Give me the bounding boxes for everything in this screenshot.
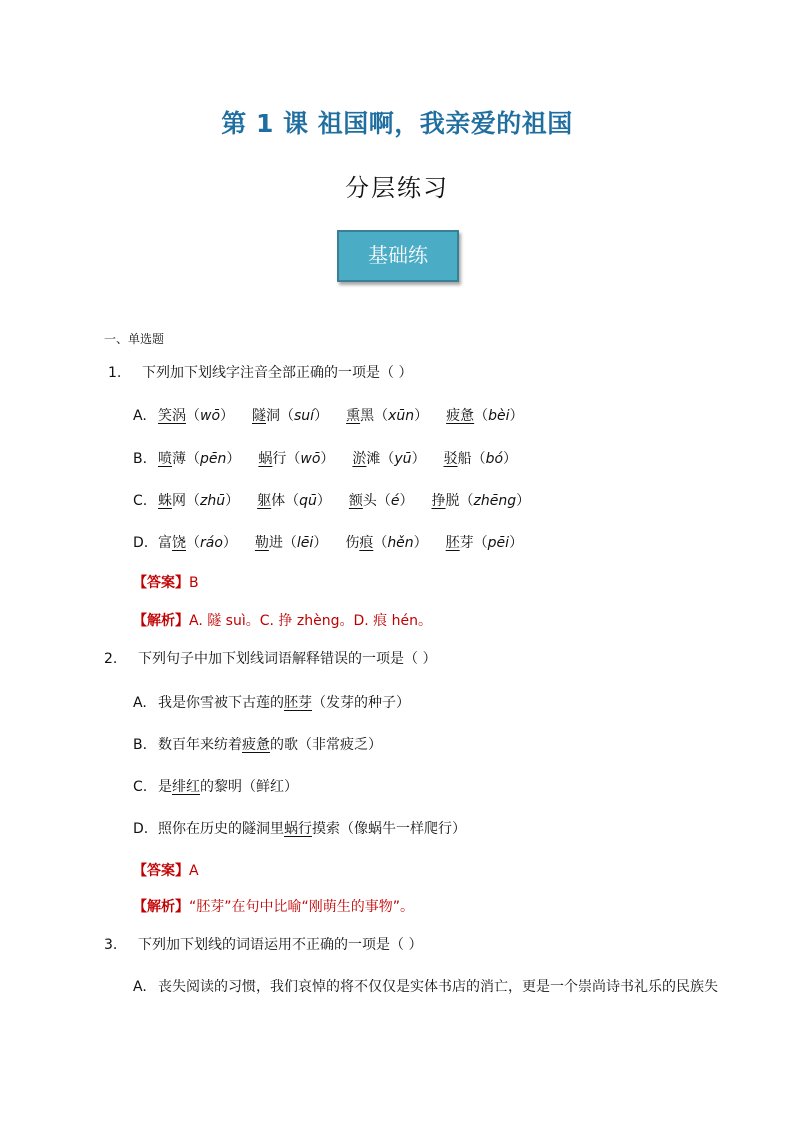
option-letter: C. — [133, 493, 148, 509]
paren-open: （ — [280, 408, 295, 424]
paren-open: （ — [186, 451, 200, 467]
option-text: 我是你雪被下古莲的 — [158, 695, 284, 711]
paren-close: ） — [226, 451, 241, 467]
pinyin: zhēng — [473, 493, 517, 509]
word-with-pinyin — [446, 532, 523, 552]
option-text: 的黎明（鲜红） — [200, 779, 298, 795]
word-underlined: 蜗 — [258, 451, 273, 467]
word-with-pinyin — [258, 448, 334, 468]
option-a — [133, 692, 410, 712]
option-letter: D. — [133, 821, 149, 837]
pinyin: bó — [485, 451, 504, 467]
paren-open: （ — [186, 493, 200, 509]
answer-tag: 【答案】 — [133, 575, 189, 591]
paren-close: ） — [503, 451, 518, 467]
answer-value: A — [189, 863, 199, 879]
option-b — [133, 448, 535, 468]
option-text: 摸索（像蜗牛一样爬行） — [312, 821, 466, 837]
word-with-pinyin — [158, 405, 234, 425]
word-with-pinyin — [345, 532, 427, 552]
question-3 — [104, 934, 422, 954]
paren-open: （ — [471, 451, 486, 467]
question-number: 1. — [108, 365, 122, 381]
option-text: 是 — [158, 779, 172, 795]
word-plain: 行 — [272, 451, 287, 467]
paren-close: ） — [225, 493, 240, 509]
pinyin: pēn — [200, 451, 227, 467]
paren-open: （ — [474, 408, 489, 424]
q1-analysis — [133, 610, 432, 630]
paren-open: （ — [373, 535, 388, 551]
word-plain: 船 — [457, 451, 472, 467]
word-underlined: 躯 — [257, 493, 272, 509]
paren-close: ） — [399, 493, 414, 509]
answer-tag: 【答案】 — [133, 863, 189, 879]
pinyin: hěn — [387, 535, 414, 551]
word-with-pinyin — [444, 448, 517, 468]
paren-close: ） — [509, 535, 524, 551]
option-c — [133, 776, 298, 796]
word-with-pinyin — [257, 490, 331, 510]
question-2 — [104, 648, 436, 668]
option-c — [133, 490, 548, 510]
word-plain: 滩 — [366, 451, 381, 467]
word-plain: 伤 — [345, 535, 360, 551]
word-with-pinyin — [252, 405, 328, 425]
word-with-pinyin — [158, 532, 237, 552]
option-text: 照你在历史的隧洞里 — [158, 821, 284, 837]
question-text: 下列加下划线的词语运用不正确的一项是（ ） — [138, 937, 423, 953]
word-with-pinyin — [346, 405, 428, 425]
analysis-text: “胚芽”在句中比喻“刚萌生的事物”。 — [189, 899, 415, 915]
q1-answer — [133, 572, 199, 592]
option-letter: C. — [133, 779, 148, 795]
word-underlined: 蛛 — [158, 493, 172, 509]
section-heading: 一、单选题 — [104, 332, 165, 346]
word-with-pinyin — [158, 490, 239, 510]
word-plain: 头 — [362, 493, 377, 509]
lesson-subtitle: 分层练习 — [345, 174, 449, 202]
pinyin: bèi — [488, 408, 510, 424]
paren-close: ） — [314, 408, 329, 424]
paren-open: （ — [459, 493, 474, 509]
paren-open: （ — [473, 535, 488, 551]
question-text: 下列加下划线字注音全部正确的一项是（ ） — [142, 365, 413, 381]
option-text: 的歌（非常疲乏） — [270, 737, 382, 753]
paren-open: （ — [374, 408, 389, 424]
option-letter: A. — [133, 979, 147, 995]
word-underlined: 笑涡 — [158, 408, 186, 424]
word-underlined: 绯红 — [172, 779, 200, 795]
word-underlined: 挣 — [431, 493, 446, 509]
word-underlined: 疲惫 — [446, 408, 475, 424]
option-text: （发芽的种子） — [312, 695, 410, 711]
word-with-pinyin — [432, 490, 531, 510]
paren-close: ） — [413, 535, 428, 551]
pinyin: xūn — [388, 408, 415, 424]
paren-open: （ — [376, 493, 391, 509]
question-text: 下列句子中加下划线词语解释错误的一项是（ ） — [138, 651, 437, 667]
option-d — [133, 532, 541, 552]
analysis-tag: 【解析】 — [133, 899, 189, 915]
word-plain: 脱 — [445, 493, 460, 509]
option-d — [133, 818, 466, 838]
question-number: 3. — [104, 937, 118, 953]
word-underlined: 淤 — [352, 451, 367, 467]
pinyin: yū — [394, 451, 412, 467]
word-underlined: 胚 — [445, 535, 460, 551]
word-plain: 洞 — [266, 408, 281, 424]
word-underlined: 喷 — [158, 451, 172, 467]
word-underlined: 饶 — [172, 535, 186, 551]
question-number: 2. — [104, 651, 118, 667]
option-letter: A. — [133, 408, 147, 424]
word-with-pinyin — [446, 405, 523, 425]
paren-open: （ — [186, 535, 200, 551]
word-with-pinyin — [255, 532, 327, 552]
pinyin: lēi — [296, 535, 314, 551]
paren-open: （ — [186, 408, 200, 424]
paren-close: ） — [516, 493, 531, 509]
question-1 — [108, 362, 412, 382]
pinyin: zhū — [200, 493, 226, 509]
paren-close: ） — [509, 408, 524, 424]
option-a — [133, 976, 718, 996]
paren-close: ） — [411, 451, 426, 467]
option-letter: B. — [133, 451, 148, 467]
paren-open: （ — [285, 493, 300, 509]
word-plain: 网 — [172, 493, 186, 509]
analysis-tag: 【解析】 — [133, 613, 189, 629]
option-letter: B. — [133, 737, 148, 753]
pinyin: qū — [299, 493, 317, 509]
word-with-pinyin — [352, 448, 425, 468]
paren-open: （ — [286, 451, 301, 467]
word-underlined: 痕 — [359, 535, 374, 551]
level-badge: 基础练 — [337, 230, 459, 282]
pinyin: ráo — [200, 535, 223, 551]
paren-close: ） — [313, 535, 328, 551]
word-with-pinyin — [158, 448, 240, 468]
paren-open: （ — [380, 451, 395, 467]
pinyin: wō — [300, 451, 321, 467]
paren-open: （ — [282, 535, 297, 551]
word-plain: 薄 — [172, 451, 186, 467]
option-letter: D. — [133, 535, 149, 551]
q2-answer — [133, 860, 199, 880]
word-underlined: 隧 — [252, 408, 267, 424]
analysis-text: A. 隧 suì。C. 挣 zhèng。D. 痕 hén。 — [189, 613, 432, 629]
pinyin: é — [390, 493, 400, 509]
paren-close: ） — [220, 408, 235, 424]
word-underlined: 胚芽 — [284, 695, 312, 711]
paren-close: ） — [222, 535, 237, 551]
word-underlined: 疲惫 — [242, 737, 270, 753]
word-underlined: 额 — [348, 493, 363, 509]
word-underlined: 熏 — [346, 408, 361, 424]
word-plain: 进 — [268, 535, 283, 551]
word-underlined: 勒 — [254, 535, 269, 551]
option-b — [133, 734, 382, 754]
option-text: 数百年来纺着 — [158, 737, 242, 753]
paren-close: ） — [320, 451, 335, 467]
option-a — [133, 405, 542, 425]
option-text: 丧失阅读的习惯，我们哀悼的将不仅仅是实体书店的消亡，更是一个崇尚诗书礼乐的民族失 — [158, 979, 718, 995]
lesson-title: 第 1 课 祖国啊，我亲爱的祖国 — [221, 109, 573, 138]
word-plain: 富 — [158, 535, 172, 551]
word-plain: 芽 — [459, 535, 474, 551]
word-with-pinyin — [349, 490, 414, 510]
paren-close: ） — [316, 493, 331, 509]
word-underlined: 驳 — [443, 451, 458, 467]
option-letter: A. — [133, 695, 147, 711]
word-plain: 体 — [271, 493, 286, 509]
pinyin: suí — [294, 408, 315, 424]
paren-close: ） — [414, 408, 429, 424]
word-plain: 黑 — [360, 408, 375, 424]
pinyin: pēi — [487, 535, 510, 551]
answer-value: B — [189, 575, 199, 591]
q2-analysis — [133, 896, 414, 916]
word-underlined: 蜗行 — [284, 821, 312, 837]
pinyin: wō — [200, 408, 221, 424]
